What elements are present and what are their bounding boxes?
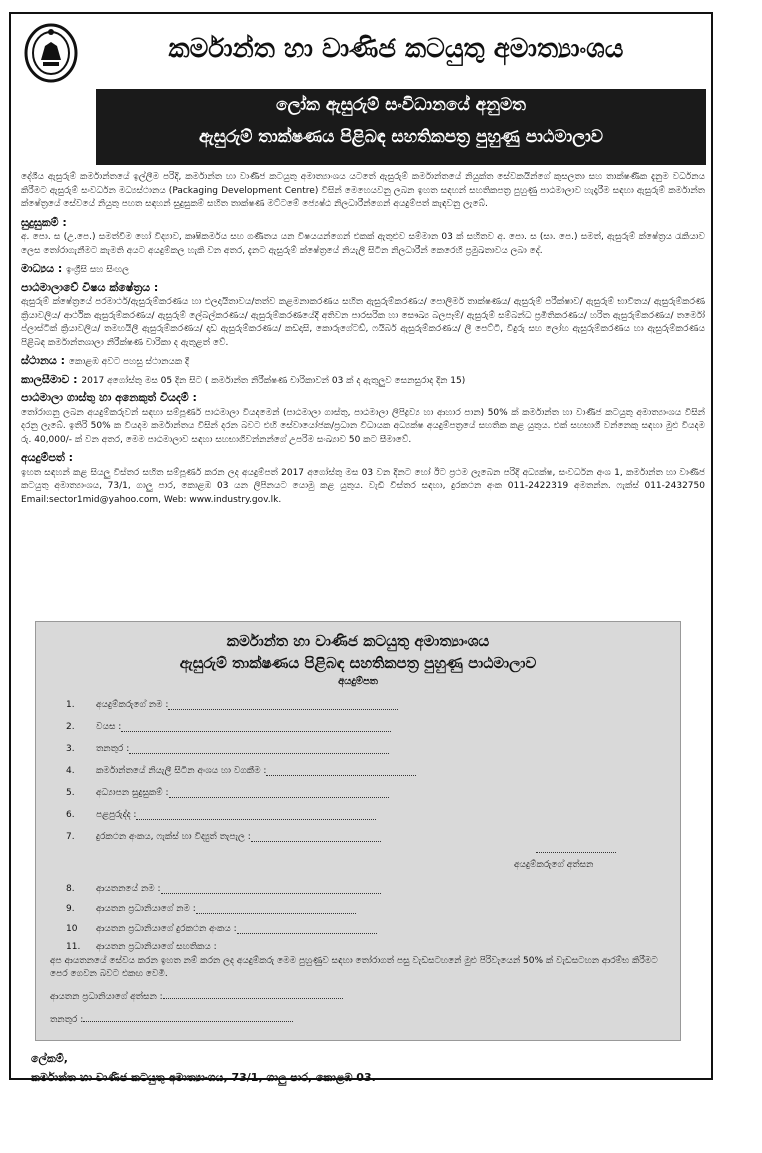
ministry-title: කර්මාන්ත හා වාණිජ කටයුතු අමාත්‍යාංශය	[168, 34, 624, 64]
footer-secretary: ලේකම්,	[31, 1052, 68, 1065]
head-designation-row[interactable]: තනතුර :	[50, 1012, 670, 1027]
declaration-text: අප ආයතනයේ සේවය කරන ඉහත නම් කරන ලද අයදුම්කරු මෙම පුහුණුව සඳහා තෝරාගත් පසු වැඩසටහනේ මුළු පිරිවැයෙන් 50% ක් වැඩසටහන ආරම්භ කිරීමට පෙර ගෙවන බවට එකඟ වෙමි.	[50, 956, 658, 979]
apply-heading: අයදුම්පත් :	[21, 451, 74, 464]
form-field-5[interactable]: 5. අධ්‍යාපන සුදුසුකම් :	[66, 788, 389, 798]
medium-heading: මාධ්‍යය :	[21, 262, 63, 275]
subject-text: ඇසුරුම් ක්ෂේත්‍රයේ පරමාර්ථ/ඇසුරුම්කරණය හා එලදායිතාවය/තත්ව කළමනාකරණය සහිත ඇසුරුම්කරණය/ පොලිමර් තාක්ෂණය/ ඇසුරුම් පරීක්ෂාව/ ඇසුරුම් භාවිතය/ ඇසුරුම්කරණ ක්‍රියාවලිය/ ආර්ථික ඇසුරුම්කරණය/ ඇසුරුම් ලේබල්කරණය/ ඇසුරුම්කරණයේදී අතිවන පාරසරික හා සෞඛ්‍ය බලපෑම්/ ඇසුරුම් සම්බන්ධ ප්‍රමිතිකරණය/ හරිත ඇසුරුම්කරණය/ තර්මෝ ප්ලාස්ටික් ක්‍රියාවලිය/ තමහයිලී ඇසුරුම්කරණය/ දෘඩ ඇසුරුම්කරණය/ කඩදාසි, කොරුගේටඩ්, ෆයිබර් ඇසුරුම්කරණය/ ලී පෙට්ටි, වීදුරු සහ ලෝහ ඇසුරුම්කරණය හා ඇසුරුම්කරණය පිළිබඳ කර්මාන්තශාලා නිරීක්ෂණ චාරිකා ද ඇතුළත් වේ.	[21, 297, 705, 348]
form-title-ministry: කර්මාන්ත හා වාණිජ කටයුතු අමාත්‍යාංශය	[226, 632, 490, 650]
header	[11, 14, 711, 92]
apply-text: ඉහත සඳහන් කළ සියලු විස්තර සහිත සම්පූර්ණ කරන ලද අයදුම්පත් 2017 අගෝස්තු මස 03 වන දිනට හෝ ඊට ප්‍රථම ලැබෙන පරිදි අධ්‍යක්ෂ, සංවර්ධන අංශ 1, කර්මාන්ත හා වාණිජ කටයුතු අමාත්‍යාංශය, 73/1, ගාලු පාර, කොළඹ 03 යන ලිපිනයට යොමු කළ යුතුය. වැඩි විස්තර සඳහා, දුරකථන අංක 011-2422319 අමතන්න. ෆැක්ස් 011-2432750 Email:sector1mid@yahoo.com, Web: www.industry.gov.lk.	[21, 467, 705, 505]
form-field-6[interactable]: 6. පළපුරුද්ද :	[66, 810, 376, 820]
duration-text: 2017 අගෝස්තු මස 05 දින සිට ( කර්මාන්ත නිරීක්ෂණ චාරිකාවන් 03 ක් ද ඇතුලුව සෙනසුරාද දින 15)	[81, 375, 466, 386]
subject-heading: පාඨමාලාවේ විෂය ක්ෂේත්‍රය :	[21, 280, 159, 294]
notice-body	[21, 171, 705, 511]
footer-address: කර්මාන්ත හා වාණිජ කටයුතු අමාත්‍යාංශය, 73/1, ගාලු පාර, කොළඹ 03.	[31, 1071, 376, 1084]
intro-paragraph: දේශීය ඇසුරුම් කර්මාන්තයේ ඉල්ලීම පරිදි, කර්මාන්ත හා වාණිජ කටයුතු අමාත්‍යාංශය යටතේ ඇසුරුම් කර්මාන්තයේ නියුක්ත සේවකයින්ගේ කුසලතා සහ තාක්ෂණික දැනුම වර්ධනය කිරීමට ඇසුරුම් සංවර්ධන මධ්‍යස්ථානය (Packaging Development Centre) විසින් මෙහෙයවනු ලබන ඉහත සඳහන් සහතිකපත්‍ර පුහුණු පාඨමාලාව හැදෑරීම සඳහා ඇසුරුම් කර්මාන්ත ක්ෂේත්‍රයේ සේවයේ නියුතු පහත සඳහන් සුදුසුකම් සහිත තාක්ෂණ මට්ටමේ ජ්‍යෙෂ්ඨ නිලධාරීන්ගෙන් අයදුම්පත් කැඳවනු ලැබේ.	[21, 172, 705, 209]
notice-frame	[9, 12, 713, 1084]
application-form	[35, 621, 681, 1041]
form-field-11[interactable]: 11. ආයතන ප්‍රධානියාගේ සහතිකය :	[66, 942, 217, 952]
medium-row	[21, 262, 705, 278]
qualifications-heading: සුදුසුකම් :	[21, 215, 67, 229]
form-field-4[interactable]: 4. කර්මාන්තයේ නියැලී සිටින අංශය හා වගකීම :	[66, 766, 416, 776]
banner-line-1: ලෝක ඇසුරුම් සංවිධානයේ අනුමත	[276, 95, 526, 115]
applicant-signature-label: අයදුම්කරුගේ අත්සන	[514, 860, 594, 870]
location-row	[21, 354, 705, 370]
banner-line-2: ඇසුරුම් තාක්ෂණය පිළිබඳ සහතිකපත්‍ර පුහුණු පාඨමාලාව	[198, 127, 604, 147]
head-signature-row[interactable]: ආයතන ප්‍රධානියාගේ අත්සන :	[50, 989, 670, 1004]
form-field-1[interactable]: 1. අයදුම්කරුගේ නම :	[66, 700, 398, 710]
form-title-course: ඇසුරුම් තාක්ෂණය පිළිබඳ සහතිකපත්‍ර පුහුණු පාඨමාලාව	[179, 654, 537, 672]
fee-text: තෝරාගනු ලබන අයදුම්කරුවන් සඳහා සම්පූර්ණ පාඨමාලා වියදමෙන් (පාඨමාලා ගාස්තු, පාඨමාලා ලිපිද්‍රව්‍ය හා ආහාර පාන) 50% ක් කර්මාන්ත හා වාණිජ කටයුතු අමාත්‍යාංශය විසින් දරනු ලැබේ. ඉතිරි 50% ක වියදම කර්මාන්තය විසින් දරන බවට එහි සේවායෝජක/ප්‍රධාන විධායක අධ්‍යක්ෂ අයදුම්පත්‍රයේ සහතික කළ යුතුය. එක් සහභාගී වන්නෙකු සඳහා මුළු වියදම රු. 40,000/- ක් වන අතර, මෙම පාඨමාලාව සඳහා සහභාගිවන්නන්ගේ උපරිම සංඛ්‍යාව 50 කට සීමාවේ.	[21, 407, 705, 445]
qualifications-text: අ. පො. ස (උ.පෙ.) සමත්වීම හෝ විද්‍යාව, කෘෂිකර්මය සහ ගණිතය යන විෂයයන්ගෙන් එකක් ඇතුළුව සම්මාන 03 ක් සහිතව අ. පො. ස (සා. පෙ.) සමත්, ඇසුරුම් ක්ෂේත්‍රය රැකියාව ලෙස තෝරාගැනීමට කැමති අයට අයදුම්කල හැකි වන අතර, දැනට ඇසුරුම් ක්ෂේත්‍රයේ නියැලී සිටින නිලධාරීන් කෙරෙහි ප්‍රමුඛතාවය ලබා දේ.	[21, 232, 705, 256]
course-banner	[96, 89, 706, 165]
footer	[31, 1049, 376, 1087]
fee-heading: පාඨමාලා ගාස්තු හා අනෙකුත් වියදම් :	[21, 391, 197, 404]
form-field-3[interactable]: 3. තනතුර :	[66, 744, 389, 754]
duration-row	[21, 373, 705, 389]
applicant-signature-line[interactable]	[536, 852, 616, 853]
duration-heading: කාලසීමාව :	[21, 372, 78, 386]
form-field-2[interactable]: 2. වයස :	[66, 722, 391, 732]
sri-lanka-emblem-icon	[23, 22, 79, 84]
form-title-application: අයදුම්පත	[338, 676, 378, 687]
medium-text: ඉංග්‍රීසි සහ සිංහල	[66, 265, 129, 275]
form-field-10[interactable]: 10 ආයතන ප්‍රධානියාගේ දුරකථන අංකය :	[66, 924, 377, 934]
declaration-block	[50, 955, 670, 1027]
form-field-7[interactable]: 7. දුරකථන අංකය, ෆැක්ස් හා විද්‍යුත් තැපැල :	[66, 832, 381, 842]
location-text: කොළඹ අවට පහසු ස්ථානයක දී	[68, 357, 190, 367]
form-field-8[interactable]: 8. ආයතනයේ නම :	[66, 884, 381, 894]
form-field-9[interactable]: 9. ආයතන ප්‍රධානියාගේ නම :	[66, 904, 356, 914]
location-heading: ස්ථානය :	[21, 354, 66, 367]
